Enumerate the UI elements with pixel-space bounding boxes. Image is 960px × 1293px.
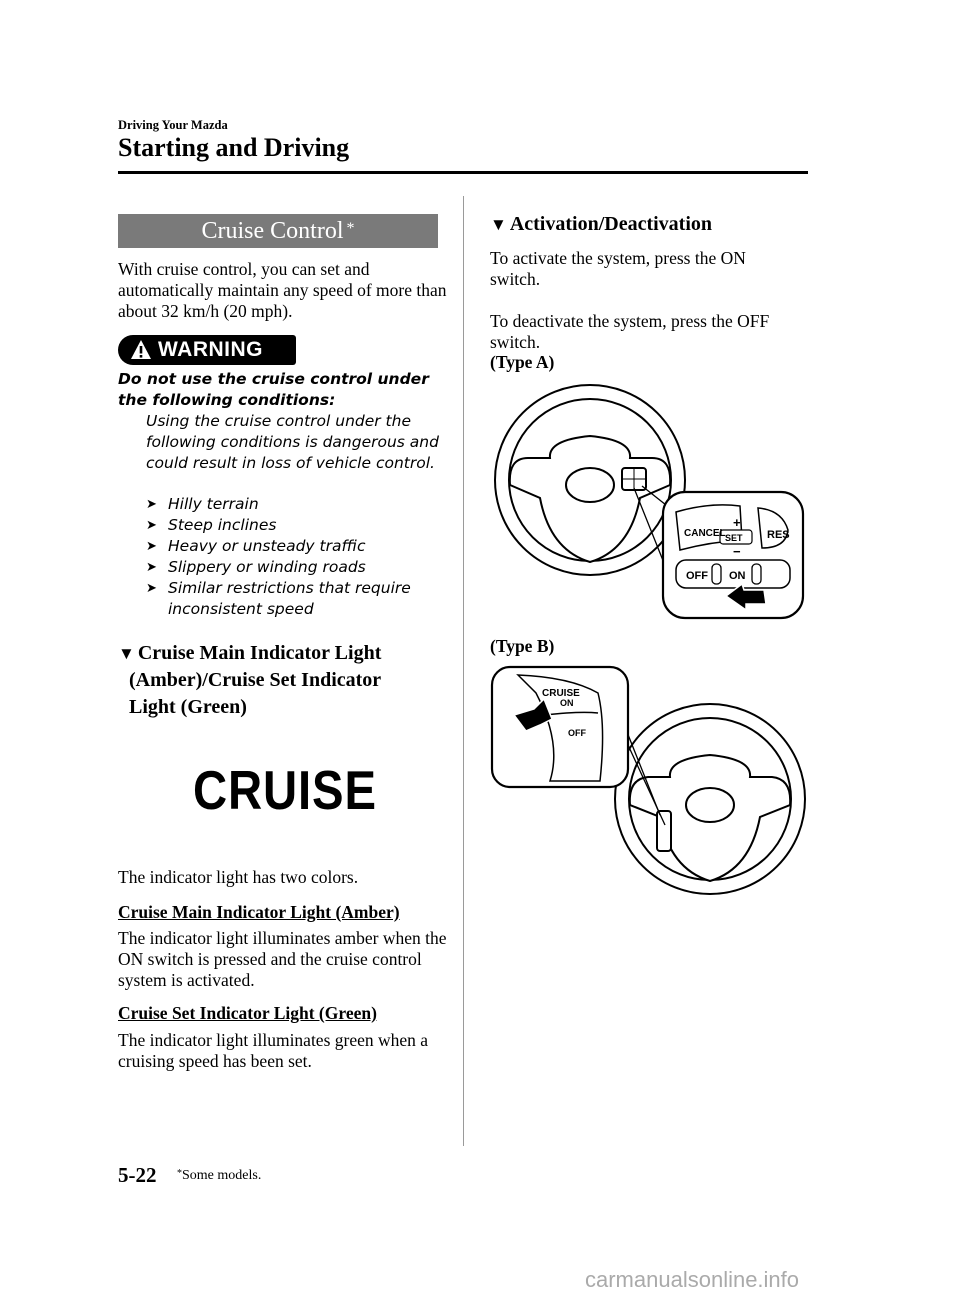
list-item: ➤ Slippery or winding roads <box>146 558 366 576</box>
footnote-text: Some models. <box>182 1168 262 1183</box>
plus-mark: + <box>733 515 741 530</box>
type-a-label: (Type A) <box>490 352 555 372</box>
amber-heading: Cruise Main Indicator Light (Amber) <box>118 902 400 922</box>
arrow-bullet-icon: ➤ <box>146 518 157 533</box>
list-item: ➤ Steep inclines <box>146 516 277 534</box>
res-switch-label: RES <box>767 529 790 541</box>
arrow-bullet-icon: ➤ <box>146 581 157 596</box>
arrow-bullet-icon: ➤ <box>146 560 157 575</box>
on-switch-label: ON <box>560 698 574 708</box>
column-divider <box>463 196 464 1146</box>
cruise-switch-label: CRUISE <box>542 688 580 699</box>
list-item: ➤ Heavy or unsteady traffic <box>146 537 366 555</box>
deactivate-text: To deactivate the system, press the OFF switch. <box>490 311 770 352</box>
cruise-indicator-symbol: CRUISE <box>193 759 377 821</box>
type-b-steering-wheel-figure <box>490 665 810 905</box>
arrow-bullet-icon: ➤ <box>146 497 157 512</box>
some-models-mark: * <box>346 220 355 237</box>
list-item: ➤ Similar restrictions that require inconsistent speed <box>146 579 411 618</box>
green-heading: Cruise Set Indicator Light (Green) <box>118 1003 377 1023</box>
header-rule <box>118 171 808 174</box>
section-triangle-icon: ▼ <box>490 215 507 234</box>
two-colors-text: The indicator light has two colors. <box>118 867 359 887</box>
cancel-switch-label: CANCEL <box>684 528 726 539</box>
arrow-bullet-icon: ➤ <box>146 539 157 554</box>
type-a-steering-wheel-figure <box>490 380 810 625</box>
chapter-title: Driving Your Mazda <box>118 118 228 132</box>
cruise-control-title-text: Cruise Control <box>201 218 344 244</box>
warning-badge <box>118 335 296 365</box>
green-description: The indicator light illuminates green when a cruising speed has been set. <box>118 1030 429 1071</box>
watermark: carmanualsonline.info <box>585 1267 800 1292</box>
warning-triangle-icon <box>130 339 152 360</box>
footnote <box>177 1168 261 1184</box>
type-b-label: (Type B) <box>490 636 555 656</box>
conditions-list <box>146 494 428 620</box>
on-switch-label: ON <box>729 570 746 582</box>
warning-label: WARNING <box>158 338 263 361</box>
page-number: 5-22 <box>118 1163 157 1187</box>
activation-heading: ▼ Activation/Deactivation <box>490 213 713 235</box>
footnote-mark: * <box>177 1168 182 1179</box>
list-item: ➤ Hilly terrain <box>146 495 259 513</box>
minus-mark: − <box>733 544 741 559</box>
section-triangle-icon: ▼ <box>118 644 135 663</box>
off-switch-label: OFF <box>568 728 586 738</box>
set-switch-label: SET <box>725 533 743 543</box>
indicator-heading: ▼ Cruise Main Indicator Light (Amber)/Cruise Set Indicator Light (Green) <box>118 642 382 718</box>
amber-description: The indicator light illuminates amber when the ON switch is pressed and the cruise control system is activated. <box>118 928 447 990</box>
off-switch-label: OFF <box>686 570 708 582</box>
cruise-control-title <box>118 214 438 248</box>
warning-body: Using the cruise control under the following conditions is dangerous and could result in loss of vehicle control. <box>146 412 439 472</box>
warning-heading: Do not use the cruise control under the following conditions: <box>118 370 429 409</box>
section-title: Starting and Driving <box>118 133 350 162</box>
activate-text: To activate the system, press the ON switch. <box>490 248 746 289</box>
cruise-control-intro: With cruise control, you can set and automatically maintain any speed of more than about 32 km/h (20 mph). <box>118 259 447 321</box>
